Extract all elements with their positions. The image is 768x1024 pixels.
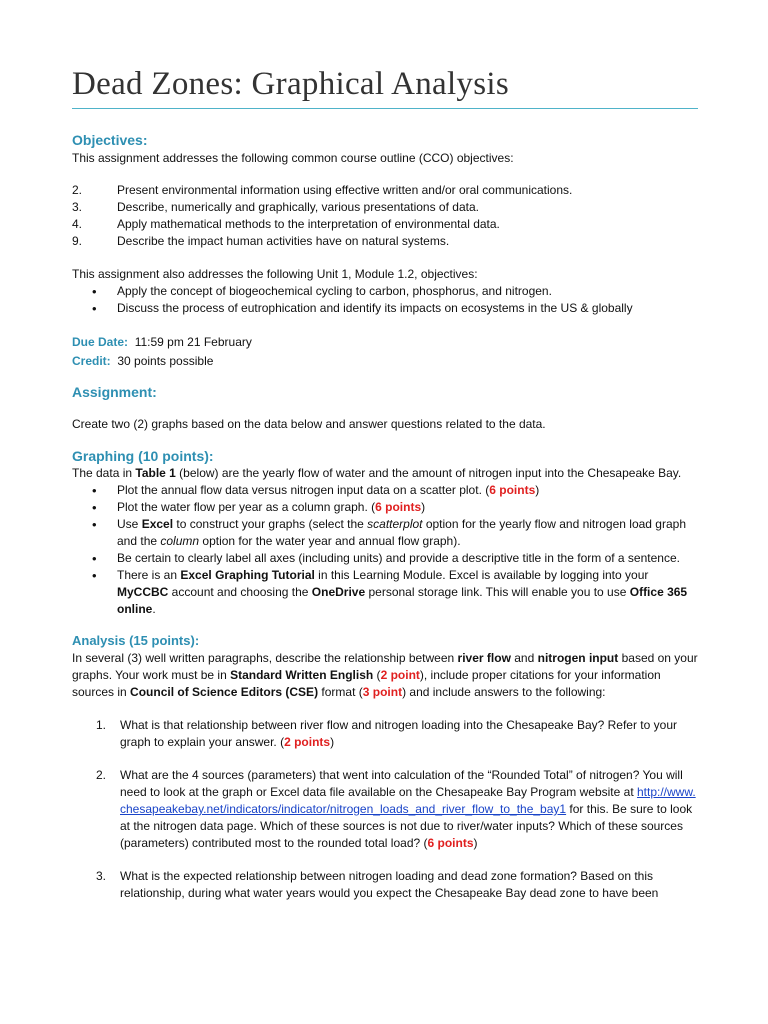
bullet-icon: • [92, 568, 97, 583]
bullet-icon: • [92, 517, 97, 532]
credit-label: Credit: [72, 354, 111, 368]
bullet-icon: • [92, 301, 97, 316]
chesapeake-bay-link[interactable]: http://www.chesapeakebay.net/indicators/indicator/nitrogen_loads_and_river_flow_to_the_bay1 [120, 785, 696, 816]
list-item: 3. What is the expected relationship between nitrogen loading and dead zone formation? Based on this relationship, during what water years would you expect the Chesapeake Bay dead zone to have been [96, 869, 659, 900]
due-date [72, 334, 698, 351]
assignment-heading: Assignment: [72, 384, 157, 400]
list-item: 2. What are the 4 sources (parameters) that went into calculation of the “Rounded Total” of nitrogen? You will need to look at the graph or Excel data file available on the Chesapeake Bay Program website at http://www.chesapeakebay.net/indicators/indicator/nitrogen_loads_and_river_flow_to_the_bay1 for this. Be sure to look at the nitrogen data page. Which of these sources is not due to river/water inputs? Which of these sources (parameters) contributed most to the rounded total load? (6 points) [96, 768, 696, 850]
due-date-value: 11:59 pm 21 February [134, 335, 252, 349]
page-title: Dead Zones: Graphical Analysis [72, 66, 509, 102]
list-item: • Plot the water flow per year as a column graph. (6 points) [92, 500, 426, 515]
graphing-intro: The data in Table 1 (below) are the yearly flow of water and the amount of nitrogen input into the Chesapeake Bay. [72, 466, 682, 480]
objectives-intro: This assignment addresses the following common course outline (CCO) objectives: [72, 151, 514, 165]
list-item: • Apply the concept of biogeochemical cycling to carbon, phosphorus, and nitrogen. [92, 284, 552, 299]
list-item: • Be certain to clearly label all axes (including units) and provide a descriptive title in the form of a sentence. [92, 551, 680, 566]
graphing-heading: Graphing (10 points): [72, 448, 214, 464]
bullet-icon: • [92, 551, 97, 566]
list-item: 4. Apply mathematical methods to the interpretation of environmental data. [72, 217, 500, 231]
analysis-heading: Analysis (15 points): [72, 633, 200, 648]
list-item: • There is an Excel Graphing Tutorial in this Learning Module. Excel is available by logging into your MyCCBC account and choosing the OneDrive personal storage link. This will enable you to use Office 365 online. [92, 568, 688, 616]
list-item: • Use Excel to construct your graphs (select the scatterplot option for the yearly flow and nitrogen load graph and the column option for the water year and annual flow graph). [92, 517, 687, 548]
unit-objectives-list [72, 283, 698, 317]
assignment-text: Create two (2) graphs based on the data below and answer questions related to the data. [72, 417, 546, 431]
list-item: 2. Present environmental information using effective written and/or oral communications. [72, 183, 573, 197]
list-item: 9. Describe the impact human activities have on natural systems. [72, 234, 450, 248]
objectives-heading: Objectives: [72, 132, 148, 148]
list-item: • Plot the annual flow data versus nitrogen input data on a scatter plot. (6 points) [92, 483, 540, 498]
bullet-icon: • [92, 500, 97, 515]
list-item: • Discuss the process of eutrophication and identify its impacts on ecosystems in the US & globally [92, 301, 633, 316]
bullet-icon: • [92, 483, 97, 498]
list-item: 3. Describe, numerically and graphically, various presentations of data. [72, 200, 479, 214]
credit [72, 353, 698, 370]
graphing-list [72, 482, 698, 618]
cco-list [72, 182, 698, 250]
credit-value: 30 points possible [117, 354, 214, 368]
due-date-label: Due Date: [72, 335, 129, 349]
list-item: 1. What is that relationship between river flow and nitrogen loading into the Chesapeake Bay? Refer to your graph to explain your answer. (2 points) [96, 718, 677, 749]
unit-objectives-intro: This assignment also addresses the following Unit 1, Module 1.2, objectives: [72, 267, 478, 281]
bullet-icon: • [92, 284, 97, 299]
analysis-paragraph: In several (3) well written paragraphs, describe the relationship between river flow and nitrogen input based on your graphs. Your work must be in Standard Written English (2 point), include proper citations for your information sources in Council of Science Editors (CSE) format (3 point) and include answers to the following: [72, 651, 698, 699]
analysis-questions [72, 717, 698, 902]
